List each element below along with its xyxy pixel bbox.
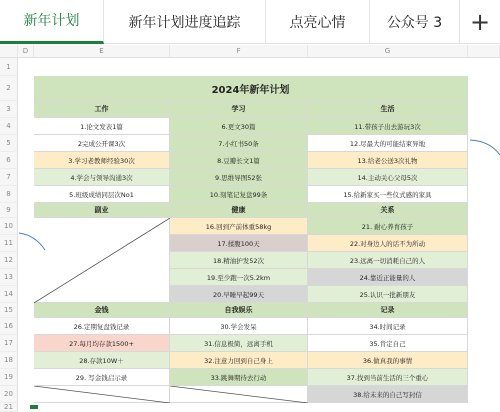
fun-item[interactable]: 31.信息极简，远离手机 (170, 335, 308, 352)
relation-item[interactable]: 23.远离一切消耗自己的人 (308, 252, 468, 269)
health-item[interactable]: 19.至少跑一次5.2km (170, 269, 308, 286)
fun-blank-cell[interactable] (170, 386, 308, 403)
money-blank-cell[interactable] (34, 386, 170, 403)
life-item[interactable]: 14.主动关心父母5次 (308, 169, 468, 186)
money-item[interactable]: 28.存款10W＋ (34, 352, 170, 369)
row-header[interactable]: 5 (0, 135, 18, 152)
row-header[interactable]: 6 (0, 152, 18, 169)
fun-item[interactable]: 30.学会发呆 (170, 318, 308, 335)
study-item[interactable]: 10.刻笔记复盘99条 (170, 186, 308, 203)
work-item[interactable]: 2完成公开课3次 (34, 135, 170, 152)
row-header[interactable]: 7 (0, 169, 18, 186)
work-item[interactable]: 4.学会与领导沟通3次 (34, 169, 170, 186)
row-header[interactable]: 21 (0, 403, 18, 412)
row-header[interactable]: 18 (0, 352, 18, 369)
life-item[interactable]: 15.给新家买一些仪式感的家具 (308, 186, 468, 203)
column-header-f[interactable]: F (170, 45, 308, 58)
row-header[interactable]: 14 (0, 286, 18, 303)
study-item[interactable]: 9.思维导图52张 (170, 169, 308, 186)
fun-item[interactable]: 32.注意力回到自己身上 (170, 352, 308, 369)
fun-item[interactable]: 33.跳舞期待去行动 (170, 369, 308, 386)
diagonal-line (34, 386, 170, 403)
tab-mood[interactable]: 点亮心情 (266, 0, 370, 44)
header-record[interactable]: 记录 (308, 303, 468, 318)
diagonal-line (170, 386, 308, 403)
diagonal-line (34, 218, 170, 303)
column-header-h[interactable] (468, 45, 500, 58)
header-study[interactable]: 学习 (170, 101, 308, 118)
column-header-d[interactable]: D (18, 45, 34, 58)
add-sheet-button[interactable]: + (469, 7, 491, 36)
relation-item[interactable]: 21. 耐心养育孩子 (308, 218, 468, 235)
work-item[interactable]: 1.论文发表1篇 (34, 118, 170, 135)
row-header[interactable]: 16 (0, 318, 18, 335)
row-header[interactable]: 12 (0, 252, 18, 269)
record-item[interactable]: 35.肯定自己 (308, 335, 468, 352)
spreadsheet-grid[interactable] (0, 45, 500, 412)
row-header[interactable]: 11 (0, 235, 18, 252)
row-header[interactable]: 20 (0, 386, 18, 403)
corner-cell[interactable] (0, 45, 18, 58)
row-header[interactable]: 1 (0, 58, 18, 76)
relation-item[interactable]: 22.对身边人的话不为所动 (308, 235, 468, 252)
health-item[interactable]: 20.早睡早起99天 (170, 286, 308, 303)
money-item[interactable]: 26.定期复盘钱记录 (34, 318, 170, 335)
header-health[interactable]: 健康 (170, 203, 308, 218)
study-item[interactable]: 7.小红书50条 (170, 135, 308, 152)
row-header[interactable]: 8 (0, 186, 18, 203)
header-relation[interactable]: 关系 (308, 203, 468, 218)
study-item[interactable]: 8.豆瓣长文1篇 (170, 152, 308, 169)
record-item[interactable]: 36.做真我的事情 (308, 352, 468, 369)
column-header-e[interactable]: E (34, 45, 170, 58)
header-fun[interactable]: 自我娱乐 (170, 303, 308, 318)
money-item[interactable]: 29. 写金钱启示录 (34, 369, 170, 386)
study-item[interactable]: 6.更文30篇 (170, 118, 308, 135)
life-item[interactable]: 13.给老公送3次礼物 (308, 152, 468, 169)
row-header[interactable]: 10 (0, 218, 18, 235)
tab-official-account[interactable]: 公众号 3 (370, 0, 460, 44)
sheet-tab-bar (0, 0, 500, 44)
row-header[interactable]: 3 (0, 101, 18, 118)
work-item[interactable]: 5.班级成绩同层次No1 (34, 186, 170, 203)
row-header[interactable]: 2 (0, 76, 18, 101)
health-item[interactable]: 17.揉腹100天 (170, 235, 308, 252)
row-header[interactable]: 4 (0, 118, 18, 135)
column-header-g[interactable]: G (308, 45, 468, 58)
row-header[interactable]: 15 (0, 303, 18, 318)
record-item[interactable]: 34.时间记录 (308, 318, 468, 335)
side-job-blank-cell[interactable] (34, 218, 170, 303)
work-item[interactable]: 3.学习老教师经验30次 (34, 152, 170, 169)
plan-title[interactable]: 2024年新年计划 (34, 76, 468, 101)
header-money[interactable]: 金钱 (34, 303, 170, 318)
row-header[interactable]: 13 (0, 269, 18, 286)
header-side-job[interactable]: 副业 (34, 203, 170, 218)
row-header[interactable]: 19 (0, 369, 18, 386)
record-item[interactable]: 38.给未来的自己写封信 (308, 386, 468, 403)
health-item[interactable]: 18.精油护发52次 (170, 252, 308, 269)
scroll-indicator (30, 405, 38, 409)
row-header[interactable]: 17 (0, 335, 18, 352)
record-item[interactable]: 37.找到当前生活的三个重心 (308, 369, 468, 386)
health-item[interactable]: 16.回到产前体重58kg (170, 218, 308, 235)
header-work[interactable]: 工作 (34, 101, 170, 118)
relation-item[interactable]: 24.靠近正能量的人 (308, 269, 468, 286)
money-item[interactable]: 27.每月均存款1500+ (34, 335, 170, 352)
life-item[interactable]: 11.带孩子出去游玩3次 (308, 118, 468, 135)
tab-plan-progress[interactable]: 新年计划进度追踪 (104, 0, 266, 44)
row-header[interactable]: 9 (0, 203, 18, 218)
relation-item[interactable]: 25.认识一批新朋友 (308, 286, 468, 303)
tab-new-year-plan[interactable]: 新年计划 (0, 0, 104, 44)
life-item[interactable]: 12.尽最大的可能结束异地 (308, 135, 468, 152)
header-life[interactable]: 生活 (308, 101, 468, 118)
